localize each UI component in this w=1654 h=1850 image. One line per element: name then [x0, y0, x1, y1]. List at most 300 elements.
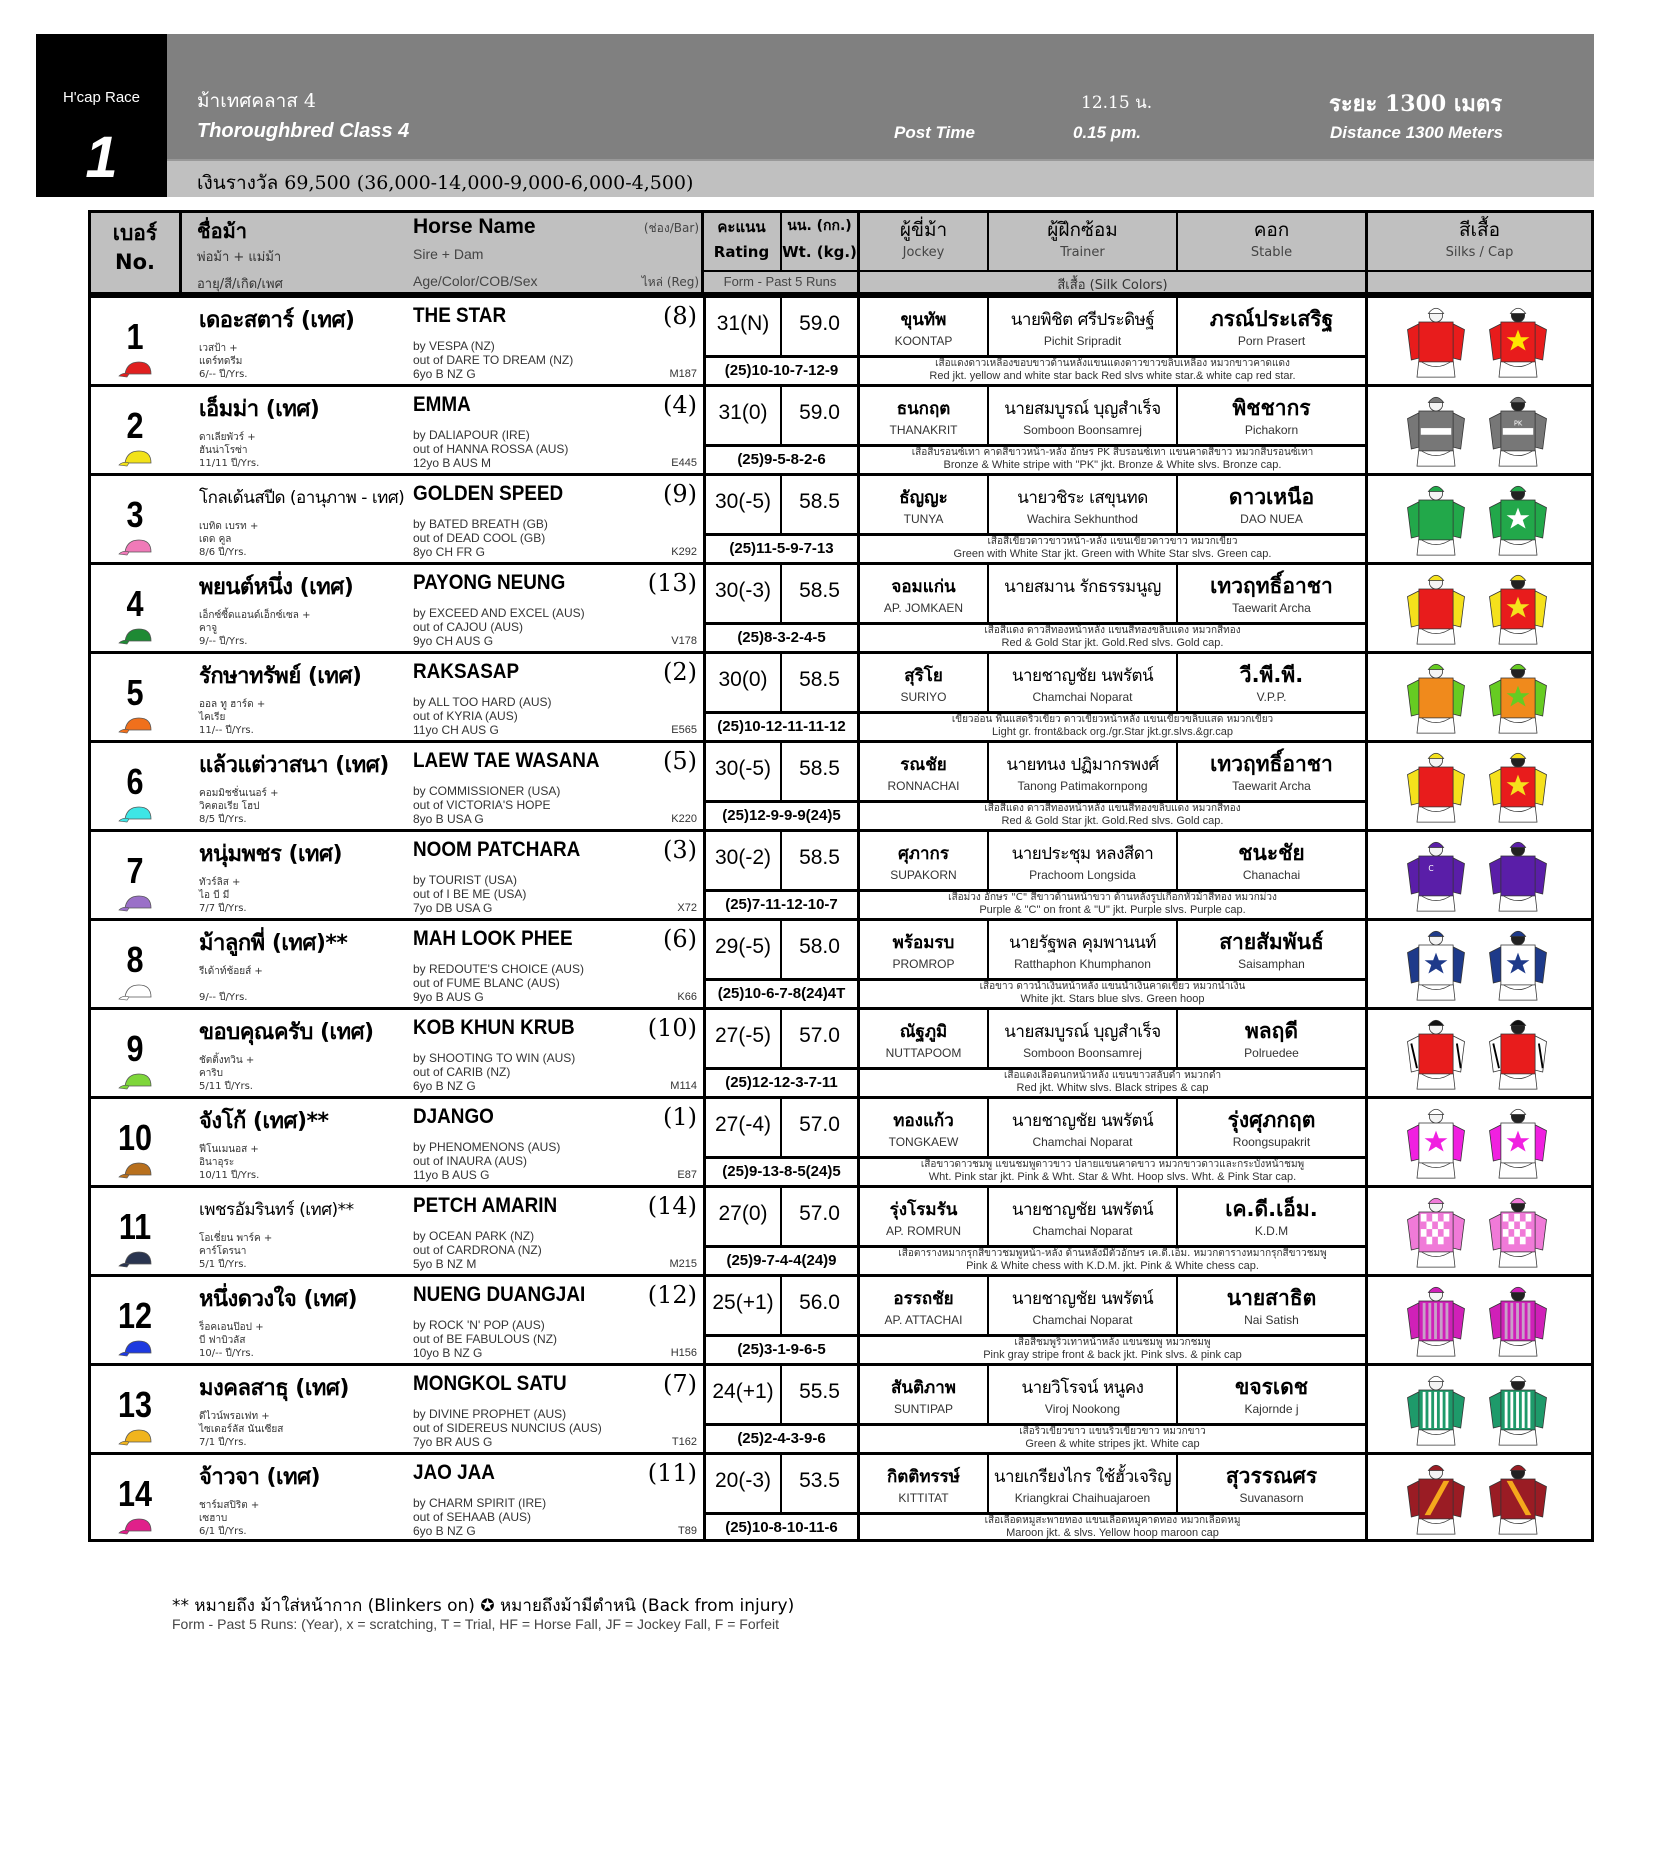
- silk-colors: [857, 978, 1365, 1007]
- silks-front-icon: [1398, 1280, 1474, 1364]
- col-silks-en: Silks / Cap: [1445, 245, 1514, 260]
- barrier: (11): [647, 1459, 697, 1487]
- sire-dam-th: [199, 609, 310, 648]
- stable-en: Saisamphan: [1238, 957, 1305, 971]
- weight: 58.0: [780, 921, 857, 978]
- horse-name-en: JAO JAA: [413, 1461, 495, 1484]
- sire-dam-th: [199, 520, 258, 559]
- jockey-silks-image: [1365, 832, 1591, 918]
- trainer: [987, 654, 1176, 711]
- silks-front-icon: [1398, 1102, 1474, 1186]
- weight: 53.5: [780, 1455, 857, 1512]
- rating: 30(-2): [703, 832, 780, 889]
- weight: 56.0: [780, 1277, 857, 1334]
- horse-name-th: มงคลสาธุ (เทศ): [199, 1376, 349, 1401]
- silks-back-icon: [1480, 1102, 1556, 1186]
- horse-row-9[interactable]: [91, 1007, 1591, 1096]
- trainer-en: Somboon Boonsamrej: [1023, 1046, 1142, 1060]
- dam-th: คาริบ: [199, 1068, 224, 1079]
- sire-dam-en: [413, 873, 526, 915]
- silks-front-icon: [1398, 924, 1474, 1008]
- jockey-en: TUNYA: [903, 512, 944, 526]
- class-en: Thoroughbred Class 4: [197, 120, 410, 142]
- horse-name-en: NOOM PATCHARA: [413, 838, 581, 861]
- cap-icon: [117, 538, 155, 556]
- sire-th: ร็อคเอนป๊อป +: [199, 1322, 264, 1333]
- post-time-label: Post Time: [894, 123, 975, 142]
- trainer: [987, 832, 1176, 889]
- horse-row-2[interactable]: [91, 384, 1591, 473]
- divider: [179, 213, 182, 292]
- silk-th: เสื้อแดงเลือดนกหน้าหลัง แขนขาวสลับดำ หมวกดำ: [1003, 1070, 1222, 1081]
- dam-en: out of DARE TO DREAM (NZ): [413, 353, 574, 367]
- silk-en: Bronze & White stripe with "PK" jkt. Bronze & White slvs. Bronze cap.: [943, 459, 1282, 471]
- jockey: [857, 387, 987, 444]
- silk-colors: [857, 1512, 1365, 1541]
- stable: [1176, 1366, 1365, 1423]
- silks-back-icon: [1480, 1280, 1556, 1364]
- jockey-silks-image: [1365, 743, 1591, 829]
- horse-name-en: PAYONG NEUNG: [413, 571, 566, 594]
- sire-en: by EXCEED AND EXCEL (AUS): [413, 606, 585, 620]
- trainer-th: นายเกรียงไกร ใช้ฮั้วเจริญ: [993, 1467, 1172, 1487]
- col-no-th: เบอร์: [112, 221, 158, 245]
- jockey: [857, 1188, 987, 1245]
- horse-name-en: GOLDEN SPEED: [413, 482, 564, 505]
- horse-name-en: THE STAR: [413, 304, 507, 327]
- time-th: 12.15 น.: [1081, 93, 1153, 113]
- silks-front-icon: [1398, 1369, 1474, 1453]
- sire-en: by CHARM SPIRIT (IRE): [413, 1496, 547, 1510]
- dam-en: out of KYRIA (AUS): [413, 709, 518, 723]
- barrier: (5): [663, 747, 697, 775]
- age-en: 9yo B AUS G: [413, 990, 484, 1004]
- dam-th: คาจู: [199, 623, 218, 634]
- silk-en: Wht. Pink star jkt. Pink & Wht. Star & Wht. Hoop slvs. Wht. & Pink Star cap.: [928, 1171, 1297, 1183]
- horse-name-th: ขอบคุณครับ (เทศ): [199, 1020, 374, 1045]
- horse-number: 5: [126, 672, 144, 713]
- horse-row-10[interactable]: [91, 1096, 1591, 1185]
- silk-en: Red jkt. yellow and white star back Red slvs white star.& white cap red star.: [929, 370, 1296, 382]
- barrier: (4): [663, 391, 697, 419]
- jockey-en: AP. ROMRUN: [885, 1224, 962, 1238]
- rating: 27(-4): [703, 1099, 780, 1156]
- age-en: 5yo B NZ M: [413, 1257, 477, 1271]
- barrier: (1): [663, 1103, 697, 1131]
- horse-row-4[interactable]: [91, 562, 1591, 651]
- trainer-en: Kriangkrai Chaihuajaroen: [1014, 1491, 1151, 1505]
- registration: M187: [669, 368, 697, 380]
- cap-icon: [117, 1428, 155, 1446]
- weight: 57.0: [780, 1188, 857, 1245]
- silk-en: Maroon jkt. & slvs. Yellow hoop maroon cap: [1006, 1527, 1219, 1539]
- col-rating-en: Rating: [713, 243, 770, 261]
- trainer-th: นายสมบูรณ์ บุญสำเร็จ: [1004, 1022, 1161, 1042]
- trainer: [987, 1010, 1176, 1067]
- registration: E445: [671, 457, 697, 469]
- divider: [1365, 270, 1591, 272]
- horse-name-th: เพชรอัมรินทร์ (เทศ)**: [199, 1200, 354, 1220]
- form-past-runs: (25)8-3-2-4-5: [703, 622, 857, 651]
- silk-th: เสื้อริ้วเขียวขาว แขนริ้วเขียวขาว หมวกขาว: [1019, 1426, 1206, 1437]
- col-stable-th: คอก: [1253, 219, 1290, 241]
- sire-th: เอ็กซ์ซี้ดแอนด์เอ็กซ์เซล +: [199, 610, 311, 621]
- rating: 30(0): [703, 654, 780, 711]
- dam-en: out of HANNA ROSSA (AUS): [413, 442, 569, 456]
- trainer-th: นายสมาน รักธรรมนูญ: [1004, 577, 1161, 597]
- silk-th: เสื้อสีชมพูริ้วเทาหน้าหลัง แขนชมพู หมวกชมพู: [1014, 1337, 1211, 1348]
- cap-icon: [117, 983, 155, 1001]
- trainer-th: นายประชุม หลงสีดา: [1011, 844, 1154, 864]
- silk-th: เสื้อเลือดหมูสะพายทอง แขนเลือดหมูคาดทอง หมวกเลือดหมู: [984, 1515, 1241, 1526]
- silk-th: เสื้อตารางหมากรุกสีขาวชมพูหน้า-หลัง ด้านหลังมีตัวอักษร เค.ดี.เอ็ม. หมวกตารางหมากรุกสีขาวชมพู: [898, 1248, 1327, 1259]
- silk-colors: [857, 1423, 1365, 1452]
- cap-icon: [117, 449, 155, 467]
- jockey-th: ธนกฤต: [896, 399, 951, 419]
- silks-back-icon: [1480, 835, 1556, 919]
- silks-front-icon: [1398, 835, 1474, 919]
- sire-th: คอมมิชชั่นเนอร์ +: [199, 788, 279, 799]
- weight: 57.0: [780, 1099, 857, 1156]
- trainer: [987, 476, 1176, 533]
- age-th: 9/-- ปี/Yrs.: [199, 992, 248, 1003]
- dam-en: out of VICTORIA'S HOPE: [413, 798, 551, 812]
- trainer-th: นายทนง ปฏิมากรพงศ์: [1006, 755, 1159, 775]
- jockey-en: PROMROP: [892, 957, 955, 971]
- silk-colors: [857, 800, 1365, 829]
- jockey-en: RONNACHAI: [887, 779, 960, 793]
- sire-th: ฟีโนเมนอส +: [199, 1144, 259, 1155]
- sire-en: by OCEAN PARK (NZ): [413, 1229, 535, 1243]
- sire-th: เบทิด เบรท +: [199, 521, 259, 532]
- silks-front-icon: [1398, 1458, 1474, 1542]
- cap-icon: [117, 627, 155, 645]
- sire-dam-th: [199, 965, 263, 1004]
- dam-en: out of CARIB (NZ): [413, 1065, 511, 1079]
- stable-th: ขจรเดช: [1234, 1375, 1308, 1399]
- dam-th: เซฮาบ: [199, 1513, 228, 1524]
- sire-dam-en: [413, 1140, 560, 1182]
- silks-front-icon: [1398, 657, 1474, 741]
- jockey-th: ทองแก้ว: [893, 1111, 954, 1131]
- weight: 58.5: [780, 476, 857, 533]
- jockey: [857, 1277, 987, 1334]
- footer-legend: ** หมายถึง ม้าใส่หน้ากาก (Blinkers on) ✪ หมายถึงม้ามีตำหนิ (Back from injury): [172, 1596, 795, 1616]
- trainer-en: Ratthaphon Khumphanon: [1014, 957, 1151, 971]
- horse-number: 6: [126, 761, 144, 802]
- weight: 59.0: [780, 298, 857, 355]
- stable: [1176, 476, 1365, 533]
- age-th: 9/-- ปี/Yrs.: [199, 636, 248, 647]
- jockey: [857, 1010, 987, 1067]
- stable: [1176, 921, 1365, 978]
- silk-colors: [857, 1334, 1365, 1363]
- silk-en: Pink gray stripe front & back jkt. Pink slvs. & pink cap: [983, 1349, 1242, 1361]
- silk-colors: [857, 1067, 1365, 1096]
- rating: 29(-5): [703, 921, 780, 978]
- age-th: 5/11 ปี/Yrs.: [199, 1081, 253, 1092]
- horse-name-en: NUENG DUANGJAI: [413, 1283, 586, 1306]
- race-number-block: [36, 34, 167, 197]
- sire-en: by REDOUTE'S CHOICE (AUS): [413, 962, 584, 976]
- sire-en: by PHENOMENONS (AUS): [413, 1140, 561, 1154]
- horse-name-th: ม้าลูกพี่ (เทศ)**: [199, 931, 348, 956]
- time-en: 0.15 pm.: [1073, 123, 1142, 142]
- barrier: (2): [663, 658, 697, 686]
- horse-row-6[interactable]: [91, 740, 1591, 829]
- sire-dam-en: [413, 962, 584, 1004]
- barrier: (6): [663, 925, 697, 953]
- silk-th: เสื้อสีแดง ดาวสีทองหน้าหลัง แขนสีทองขลิบแดง หมวกสีทอง: [984, 625, 1241, 636]
- silks-back-icon: [1480, 390, 1556, 474]
- barrier: (7): [663, 1370, 697, 1398]
- sire-dam-en: [413, 1318, 557, 1360]
- jockey-th: พร้อมรบ: [892, 933, 955, 953]
- trainer-en: Chamchai Noparat: [1032, 1135, 1133, 1149]
- sire-dam-en: [413, 1496, 546, 1538]
- stable-th: ชนะชัย: [1238, 841, 1305, 865]
- col-reg: ไหล่ (Reg): [641, 275, 699, 289]
- horse-name-th: โกลเด้นสปีด (อานุภาพ - เทศ): [199, 488, 405, 508]
- col-trainer: [989, 215, 1176, 260]
- stable-en: Roongsupakrit: [1232, 1135, 1311, 1149]
- jockey-silks-image: [1365, 565, 1591, 651]
- sire-th: ชาร์มสปิริต +: [199, 1500, 260, 1511]
- trainer: [987, 743, 1176, 800]
- horse-row-14[interactable]: [91, 1452, 1591, 1541]
- form-past-runs: (25)9-13-8-5(24)5: [703, 1156, 857, 1185]
- cap-icon: [117, 716, 155, 734]
- silk-th: เสื้อขาวดาวชมพู แขนชมพูดาวขาว ปลายแขนคาดขาว หมวกขาวดาวและกระบังหน้าชมพู: [920, 1159, 1305, 1170]
- stable-th: สุวรรณศร: [1225, 1464, 1318, 1488]
- silks-front-icon: [1398, 479, 1474, 563]
- jockey-th: สันติภาพ: [891, 1378, 956, 1398]
- trainer-en: Chamchai Noparat: [1032, 690, 1133, 704]
- stable-th: พลฤดี: [1244, 1019, 1299, 1043]
- horse-name-th: พยนต์หนึ่ง (เทศ): [199, 575, 354, 600]
- silks-back-icon: [1480, 1013, 1556, 1097]
- age-en: 6yo B NZ G: [413, 1524, 476, 1538]
- sire-th: ออล ทู ฮาร์ด +: [199, 699, 266, 710]
- jockey-th: สุริโย: [904, 666, 943, 686]
- horse-number: 12: [117, 1295, 153, 1336]
- stable: [1176, 565, 1365, 622]
- rating: 31(N): [703, 298, 780, 355]
- horse-name-en: KOB KHUN KRUB: [413, 1016, 575, 1039]
- jockey: [857, 476, 987, 533]
- stable-en: K.D.M: [1254, 1224, 1289, 1238]
- silks-back-icon: [1480, 1458, 1556, 1542]
- jockey: [857, 654, 987, 711]
- jockey-th: ณัฐภูมิ: [899, 1022, 948, 1042]
- stable: [1176, 298, 1365, 355]
- sire-en: by DIVINE PROPHET (AUS): [413, 1407, 567, 1421]
- trainer-th: นายชาญชัย นพรัตน์: [1011, 666, 1154, 686]
- age-en: 7yo BR AUS G: [413, 1435, 493, 1449]
- trainer-en: Wachira Sekhunthod: [1027, 512, 1138, 526]
- jockey: [857, 1099, 987, 1156]
- trainer-th: นายวชิระ เสขุนทด: [1017, 488, 1148, 508]
- col-name-en: Horse Name: [413, 215, 536, 238]
- sire-dam-en: [413, 339, 573, 381]
- jockey-en: AP. ATTACHAI: [884, 1313, 963, 1327]
- jockey-th: ธัญญะ: [899, 488, 948, 508]
- stable: [1176, 1455, 1365, 1512]
- cap-icon: [117, 1517, 155, 1535]
- cap-icon: [117, 1072, 155, 1090]
- registration: T89: [678, 1525, 697, 1537]
- jockey-en: AP. JOMKAEN: [883, 601, 964, 615]
- dam-th: [199, 978, 263, 991]
- age-th: 7/1 ปี/Yrs.: [199, 1437, 247, 1448]
- form-past-runs: (25)9-7-4-4(24)9: [703, 1245, 857, 1274]
- divider: [703, 270, 857, 272]
- horse-row-12[interactable]: [91, 1274, 1591, 1363]
- registration: M114: [670, 1080, 697, 1092]
- stable-en: DAO NUEA: [1240, 512, 1303, 526]
- silk-colors: [857, 1156, 1365, 1185]
- age-th: 8/5 ปี/Yrs.: [199, 814, 247, 825]
- col-stable-en: Stable: [1250, 245, 1293, 260]
- sire-th: โอเชี่ยน พาร์ค +: [199, 1233, 273, 1244]
- dam-en: out of FUME BLANC (AUS): [413, 976, 560, 990]
- form-past-runs: (25)10-6-7-8(24)4T: [703, 978, 857, 1007]
- jockey-silks-image: [1365, 654, 1591, 740]
- horse-name-en: EMMA: [413, 393, 471, 416]
- svg-text:PK: PK: [1513, 419, 1523, 428]
- stable-th: เทวฤทธิ์อาชา: [1210, 574, 1333, 598]
- barrier: (9): [663, 480, 697, 508]
- class-th: ม้าเทศคลาส 4: [197, 90, 317, 112]
- jockey-en: SUNTIPAP: [893, 1402, 954, 1416]
- sire-dam-en: [413, 784, 560, 826]
- form-past-runs: (25)10-8-10-11-6: [703, 1512, 857, 1541]
- sire-dam-en: [413, 606, 585, 648]
- col-trainer-th: ผู้ฝึกซ้อม: [1047, 219, 1118, 241]
- stable-th: รุ่งศุภกฤต: [1227, 1108, 1316, 1132]
- silk-colors: [857, 533, 1365, 562]
- sire-th: รีเด้าท์ช้อยส์ +: [199, 966, 263, 977]
- horse-row-3[interactable]: [91, 473, 1591, 562]
- horse-row-8[interactable]: [91, 918, 1591, 1007]
- trainer-th: นายชาญชัย นพรัตน์: [1011, 1289, 1154, 1309]
- horse-name-th: แล้วแต่วาสนา (เทศ): [199, 753, 389, 778]
- jockey-en: SURIYO: [900, 690, 947, 704]
- barrier: (14): [647, 1192, 697, 1220]
- horse-number: 13: [117, 1384, 153, 1425]
- silk-en: Red jkt. Whitw slvs. Black stripes & cap: [1016, 1082, 1209, 1094]
- col-age-en: Age/Color/COB/Sex: [413, 273, 538, 289]
- horse-row-13[interactable]: [91, 1363, 1591, 1452]
- col-jockey: [860, 215, 987, 260]
- silks-back-icon: [1480, 479, 1556, 563]
- age-en: 6yo B NZ G: [413, 1079, 476, 1093]
- horse-number: 7: [126, 850, 144, 891]
- horse-number: 14: [117, 1473, 153, 1514]
- jockey-silks-image: [1365, 1099, 1591, 1185]
- form-past-runs: (25)9-5-8-2-6: [703, 444, 857, 473]
- prize-bar: [167, 159, 1594, 197]
- dam-th: ไอ บี มี: [199, 890, 230, 901]
- stable-en: Pichakorn: [1244, 423, 1299, 437]
- stable-en: Chanachai: [1242, 868, 1301, 882]
- age-en: 11yo B AUS G: [413, 1168, 490, 1182]
- jockey-th: จอมแก่น: [891, 577, 956, 597]
- svg-text:C: C: [1428, 864, 1434, 874]
- jockey-silks-image: [1365, 387, 1591, 473]
- stable-en: Kajornde j: [1244, 1402, 1299, 1416]
- stable-th: วี.พี.พี.: [1239, 663, 1304, 687]
- col-silks: [1368, 215, 1591, 260]
- sire-dam-en: [413, 428, 568, 470]
- trainer-en: Chamchai Noparat: [1032, 1313, 1133, 1327]
- jockey-en: KOONTAP: [894, 334, 953, 348]
- trainer-en: Prachoom Longsida: [1029, 868, 1136, 882]
- trainer: [987, 1099, 1176, 1156]
- silks-front-icon: [1398, 746, 1474, 830]
- rating: 31(0): [703, 387, 780, 444]
- race-type: H'cap Race: [62, 89, 141, 106]
- horse-number: 2: [126, 405, 144, 446]
- jockey-silks-image: [1365, 298, 1591, 384]
- silk-th: เสื้อสีเขียวดาวขาวหน้า-หลัง แขนเขียวดาวขาว หมวกเขียว: [987, 536, 1238, 547]
- trainer-en: Somboon Boonsamrej: [1023, 423, 1142, 437]
- dam-th: อินาอุระ: [199, 1157, 235, 1168]
- silks-front-icon: [1398, 568, 1474, 652]
- sire-en: by ROCK 'N' POP (AUS): [413, 1318, 545, 1332]
- age-th: 10/-- ปี/Yrs.: [199, 1348, 254, 1359]
- form-past-runs: (25)10-12-11-11-12: [703, 711, 857, 740]
- jockey-silks-image: [1365, 921, 1591, 1007]
- age-th: 10/11 ปี/Yrs.: [199, 1170, 260, 1181]
- rating: 30(-3): [703, 565, 780, 622]
- trainer: [987, 1366, 1176, 1423]
- horse-name-en: PETCH AMARIN: [413, 1194, 558, 1217]
- col-bar: (ช่อง/Bar): [643, 221, 699, 235]
- horse-row-11[interactable]: [91, 1185, 1591, 1274]
- jockey-th: รณชัย: [900, 755, 947, 775]
- horse-name-th: จังโก้ (เทศ)**: [199, 1109, 329, 1134]
- stable-en: Taewarit Archa: [1232, 779, 1311, 793]
- horse-row-1[interactable]: [91, 295, 1591, 384]
- col-trainer-en: Trainer: [1060, 245, 1105, 260]
- sire-dam-en: [413, 1407, 602, 1449]
- sire-th: ดีไวน์พรอเฟท +: [199, 1411, 270, 1422]
- age-en: 11yo CH AUS G: [413, 723, 499, 737]
- age-en: 8yo CH FR G: [413, 545, 486, 559]
- cap-icon: [117, 1161, 155, 1179]
- jockey-th: รุ่งโรมรัน: [889, 1200, 958, 1220]
- weight: 58.5: [780, 654, 857, 711]
- sire-dam-th: [199, 1232, 272, 1271]
- silk-en: Green & white stripes jkt. White cap: [1025, 1438, 1200, 1450]
- silks-back-icon: [1480, 1191, 1556, 1275]
- col-sire-dam-th: พ่อม้า + แม่ม้า: [197, 250, 282, 265]
- horse-row-7[interactable]: [91, 829, 1591, 918]
- rating: 30(-5): [703, 743, 780, 800]
- weight: 55.5: [780, 1366, 857, 1423]
- weight: 59.0: [780, 387, 857, 444]
- jockey-th: ขุนทัพ: [900, 310, 947, 330]
- horse-name-th: จ้าวจา (เทศ): [199, 1465, 321, 1490]
- silk-th: เขียวอ่อน พื้นแสดริ้วเขียว ดาวเขียวหน้าหลัง แขนเขียวขลิบแสด หมวกเขียว: [951, 714, 1274, 725]
- sire-dam-en: [413, 1051, 575, 1093]
- horse-row-5[interactable]: [91, 651, 1591, 740]
- jockey: [857, 743, 987, 800]
- dam-th: ฮันน่าโรซ่า: [199, 445, 248, 456]
- stable-th: พิชชากร: [1232, 396, 1311, 420]
- cap-icon: [117, 805, 155, 823]
